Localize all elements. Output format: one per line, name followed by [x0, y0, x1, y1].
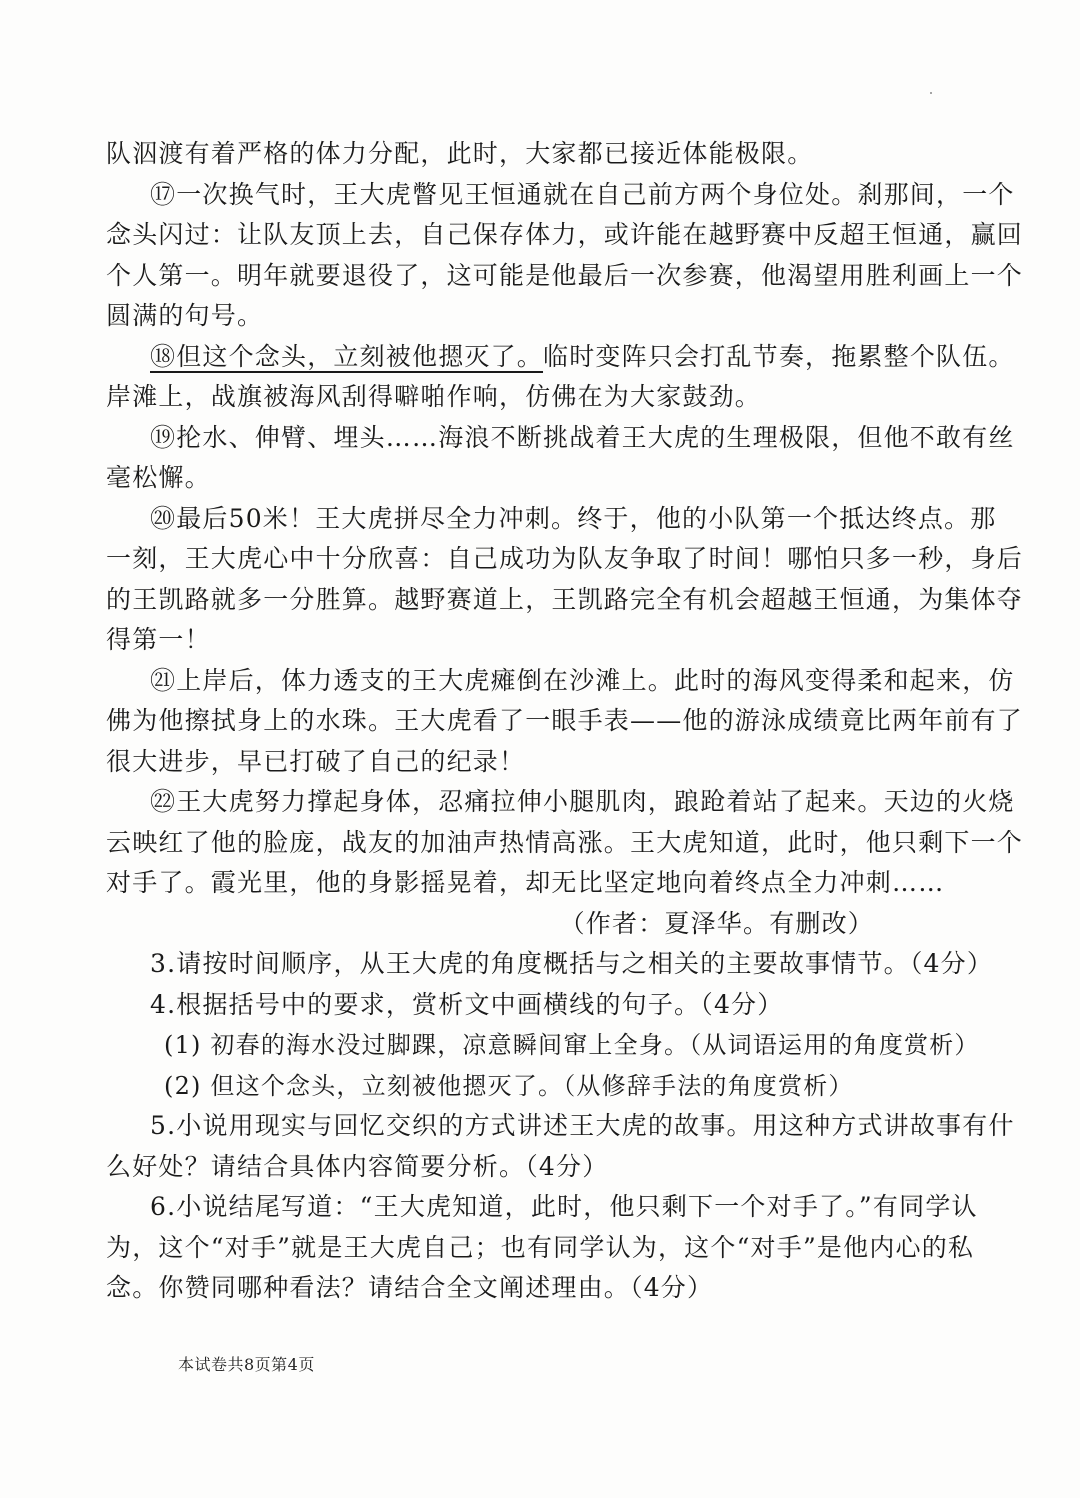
question-4: 4.根据括号中的要求，赏析文中画横线的句子。（4分）	[150, 989, 784, 1019]
paragraph-19-line-2: 毫松懈。	[106, 463, 211, 492]
paragraph-21-line-1: ㉑上岸后，体力透支的王大虎瘫倒在沙滩上。此时的海风变得柔和起来，仿	[150, 665, 1015, 695]
paragraph-20-line-1: ⑳最后50米！王大虎拼尽全力冲刺。终于，他的小队第一个抵达终点。那	[150, 503, 997, 533]
passage-content	[106, 134, 1024, 1309]
question-4-part-1: (1) 初春的海水没过脚踝，凉意瞬间窜上全身。（从词语运用的角度赏析）	[164, 1031, 980, 1059]
paragraph-16-tail: 队泅渡有着严格的体力分配，此时，大家都已接近体能极限。	[106, 139, 814, 168]
question-3: 3.请按时间顺序，从王大虎的角度概括与之相关的主要故事情节。（4分）	[150, 949, 994, 978]
paragraph-21-line-2: 佛为他擦拭身上的水珠。王大虎看了一眼手表——他的游泳成绩竟比两年前有了	[106, 706, 1024, 735]
paragraph-22-line-1: ㉒王大虎努力撑起身体，忍痛拉伸小腿肌肉，踉跄着站了起来。天边的火烧	[150, 787, 1015, 816]
paragraph-20-line-4: 得第一！	[106, 625, 211, 654]
paragraph-17-line-1: ⑰一次换气时，王大虎瞥见王恒通就在自己前方两个身位处。刹那间，一个	[150, 179, 1015, 209]
page-footer: 本试卷共8页第4页	[178, 1355, 315, 1374]
question-4-part-2: (2) 但这个念头，立刻被他摁灭了。（从修辞手法的角度赏析）	[164, 1071, 854, 1100]
question-6-line-3: 念。你赞同哪种看法？请结合全文阐述理由。（4分）	[106, 1273, 714, 1302]
scan-speck	[930, 92, 932, 94]
paragraph-17-line-4: 圆满的句号。	[106, 301, 264, 330]
author-credit: （作者：夏泽华。有删改）	[559, 908, 874, 938]
paragraph-19-line-1: ⑲抡水、伸臂、埋头……海浪不断挑战着王大虎的生理极限，但他不敢有丝	[150, 422, 1015, 452]
question-5-line-1: 5.小说用现实与回忆交织的方式讲述王大虎的故事。用这种方式讲故事有什	[150, 1111, 1015, 1140]
paragraph-17-line-3: 个人第一。明年就要退役了，这可能是他最后一次参赛，他渴望用胜利画上一个	[106, 260, 1024, 290]
paragraph-20-line-2: 一刻，王大虎心中十分欣喜：自己成功为队友争取了时间！哪怕只多一秒，身后	[106, 544, 1024, 573]
paragraph-20-line-3: 的王凯路就多一分胜算。越野赛道上，王凯路完全有机会超越王恒通，为集体夺	[106, 584, 1024, 614]
question-5-line-2: 么好处？请结合具体内容简要分析。（4分）	[106, 1151, 609, 1181]
question-6-line-1: 6.小说结尾写道：“王大虎知道，此时，他只剩下一个对手了。”有同学认	[150, 1192, 978, 1221]
paragraph-22-line-2: 云映红了他的脸庞，战友的加油声热情高涨。王大虎知道，此时，他只剩下一个	[106, 827, 1024, 857]
question-6-line-2: 为，这个“对手”就是王大虎自己；也有同学认为，这个“对手”是他内心的私	[106, 1232, 975, 1262]
paragraph-18-line-2: 岸滩上，战旗被海风刮得噼啪作响，仿佛在为大家鼓劲。	[106, 382, 762, 411]
paragraph-21-line-3: 很大进步，早已打破了自己的纪录！	[106, 746, 526, 776]
paragraph-18-line-1	[106, 337, 1015, 378]
paragraph-22-line-3: 对手了。霞光里，他的身影摇晃着，却无比坚定地向着终点全力冲刺……	[106, 868, 945, 897]
paragraph-18-rest: 临时变阵只会打乱节奏，拖累整个队伍。	[543, 341, 1015, 371]
underlined-sentence: ⑱但这个念头，立刻被他摁灭了。	[150, 341, 544, 371]
paragraph-17-line-2: 念头闪过：让队友顶上去，自己保存体力，或许能在越野赛中反超王恒通，赢回	[106, 220, 1024, 249]
